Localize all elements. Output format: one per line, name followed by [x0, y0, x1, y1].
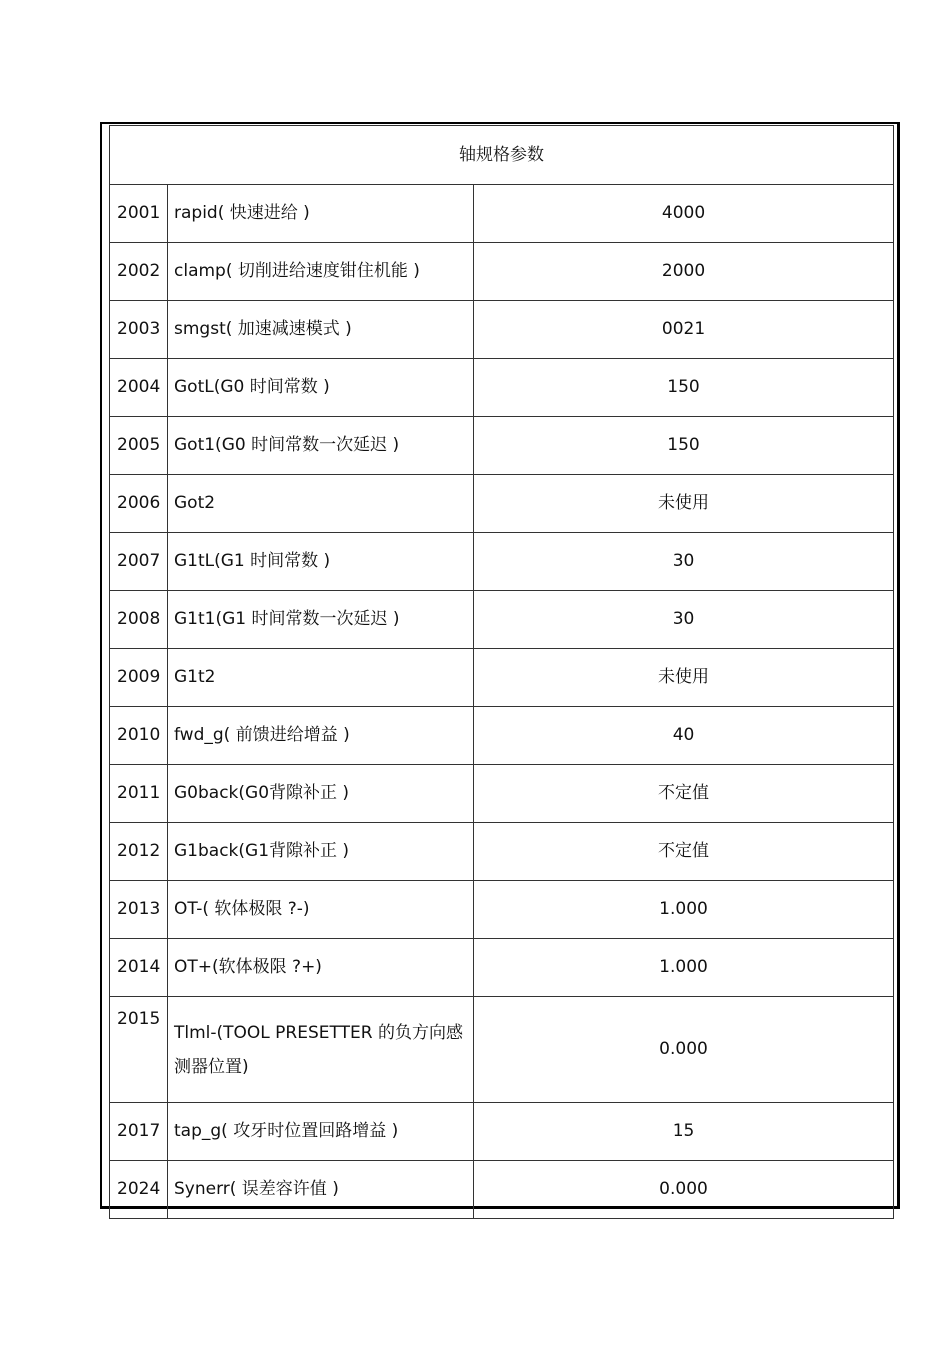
parameter-code: 2017 — [110, 1103, 168, 1161]
table-row — [110, 649, 894, 707]
table-title: 轴规格参数 — [110, 126, 894, 185]
parameter-value: 不定值 — [474, 765, 894, 823]
parameter-code: 2014 — [110, 939, 168, 997]
parameter-code: 2010 — [110, 707, 168, 765]
parameter-name: GotL(G0 时间常数 ) — [168, 359, 474, 417]
table-row — [110, 881, 894, 939]
parameter-value: 15 — [474, 1103, 894, 1161]
parameter-code: 2007 — [110, 533, 168, 591]
parameter-value: 150 — [474, 359, 894, 417]
parameter-code: 2008 — [110, 591, 168, 649]
parameter-name: Synerr( 误差容许值 ) — [168, 1161, 474, 1219]
parameter-value: 4000 — [474, 185, 894, 243]
parameter-name: Got2 — [168, 475, 474, 533]
parameter-value: 未使用 — [474, 475, 894, 533]
parameter-name: OT-( 软体极限 ?-) — [168, 881, 474, 939]
axis-spec-table — [109, 125, 894, 1219]
parameter-name: Tlml-(TOOL PRESETTER 的负方向感测器位置) — [168, 997, 474, 1103]
table-row — [110, 765, 894, 823]
table-row — [110, 591, 894, 649]
table-row — [110, 185, 894, 243]
parameter-name: OT+(软体极限 ?+) — [168, 939, 474, 997]
parameter-code: 2002 — [110, 243, 168, 301]
parameter-value: 不定值 — [474, 823, 894, 881]
parameter-code: 2003 — [110, 301, 168, 359]
parameter-value: 1.000 — [474, 939, 894, 997]
parameter-code: 2005 — [110, 417, 168, 475]
parameter-code: 2004 — [110, 359, 168, 417]
parameter-code: 2015 — [110, 997, 168, 1103]
table-row — [110, 823, 894, 881]
table-row — [110, 475, 894, 533]
parameter-name: Got1(G0 时间常数一次延迟 ) — [168, 417, 474, 475]
table-row — [110, 533, 894, 591]
parameter-name: smgst( 加速减速模式 ) — [168, 301, 474, 359]
parameter-value: 0.000 — [474, 1161, 894, 1219]
parameter-value: 2000 — [474, 243, 894, 301]
parameter-name: G1back(G1背隙补正 ) — [168, 823, 474, 881]
table-row — [110, 707, 894, 765]
parameter-value: 0021 — [474, 301, 894, 359]
parameter-code: 2009 — [110, 649, 168, 707]
parameter-name: G1t2 — [168, 649, 474, 707]
table-row — [110, 939, 894, 997]
parameter-value: 1.000 — [474, 881, 894, 939]
table-row — [110, 243, 894, 301]
parameter-code: 2012 — [110, 823, 168, 881]
parameter-value: 150 — [474, 417, 894, 475]
table-row — [110, 301, 894, 359]
parameter-value: 30 — [474, 591, 894, 649]
parameter-code: 2001 — [110, 185, 168, 243]
table-title-row — [110, 126, 894, 185]
parameter-value: 未使用 — [474, 649, 894, 707]
table-row — [110, 417, 894, 475]
parameter-name: rapid( 快速进给 ) — [168, 185, 474, 243]
parameter-code: 2011 — [110, 765, 168, 823]
parameter-code: 2024 — [110, 1161, 168, 1219]
parameter-code: 2013 — [110, 881, 168, 939]
parameter-name: G1t1(G1 时间常数一次延迟 ) — [168, 591, 474, 649]
parameter-name: fwd_g( 前馈进给增益 ) — [168, 707, 474, 765]
parameter-value: 0.000 — [474, 997, 894, 1103]
parameter-name: G0back(G0背隙补正 ) — [168, 765, 474, 823]
table-row — [110, 997, 894, 1103]
axis-spec-table-container — [109, 125, 893, 1208]
table-row — [110, 359, 894, 417]
table-row — [110, 1161, 894, 1219]
table-row — [110, 1103, 894, 1161]
parameter-value: 40 — [474, 707, 894, 765]
parameter-name: G1tL(G1 时间常数 ) — [168, 533, 474, 591]
parameter-name: tap_g( 攻牙时位置回路增益 ) — [168, 1103, 474, 1161]
parameter-value: 30 — [474, 533, 894, 591]
parameter-name: clamp( 切削进给速度钳住机能 ) — [168, 243, 474, 301]
parameter-code: 2006 — [110, 475, 168, 533]
